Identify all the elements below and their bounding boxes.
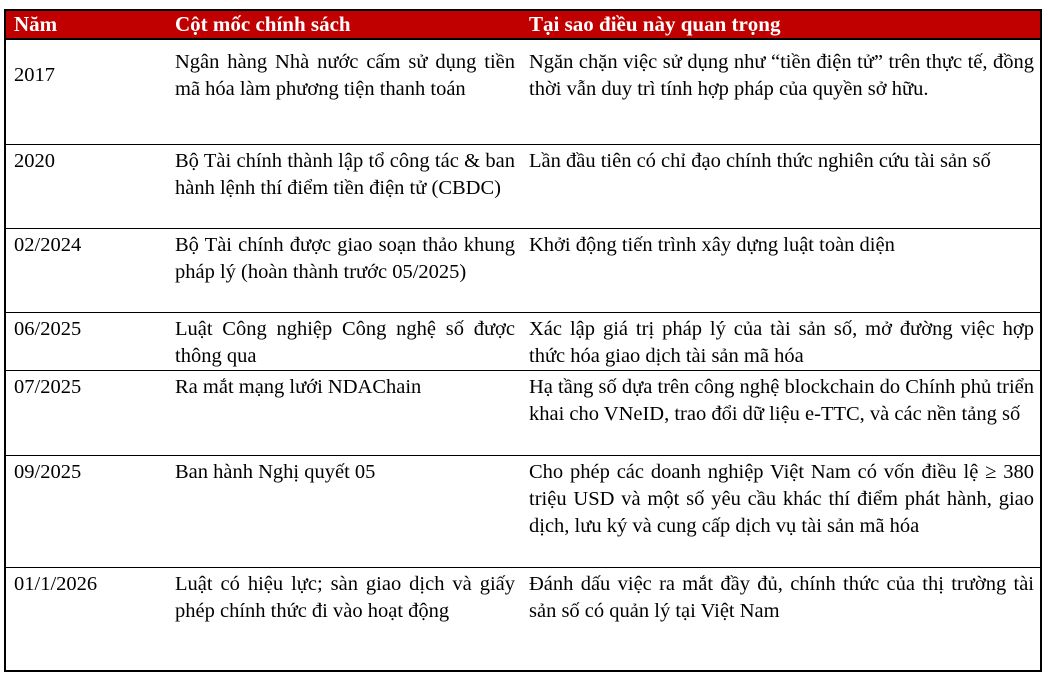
table-row <box>6 371 1040 456</box>
cell-why: Ngăn chặn việc sử dụng như “tiền điện tử” trên thực tế, đồng thời vẫn duy trì tính hợp pháp của quyền sở hữu. <box>521 39 1040 145</box>
table-header-row <box>6 11 1040 39</box>
cell-why: Cho phép các doanh nghiệp Việt Nam có vốn điều lệ ≥ 380 triệu USD và một số yêu cầu khác thí điểm phát hành, giao dịch, lưu ký và cung cấp dịch vụ tài sản mã hóa <box>521 456 1040 568</box>
cell-milestone: Ngân hàng Nhà nước cấm sử dụng tiền mã hóa làm phương tiện thanh toán <box>167 39 521 145</box>
header-milestone: Cột mốc chính sách <box>167 11 521 39</box>
cell-year: 02/2024 <box>6 229 167 313</box>
table-row <box>6 456 1040 568</box>
cell-why: Đánh dấu việc ra mắt đầy đủ, chính thức của thị trường tài sản số có quản lý tại Việt Nam <box>529 573 1034 622</box>
cell-milestone: Luật Công nghiệp Công nghệ số được thông qua <box>167 313 521 371</box>
table-row <box>6 39 1040 145</box>
table-row <box>6 313 1040 371</box>
table-row <box>6 145 1040 229</box>
cell-why: Hạ tầng số dựa trên công nghệ blockchain do Chính phủ triển khai cho VNeID, trao đổi dữ liệu e-TTC, và các nền tảng số <box>521 371 1040 456</box>
cell-year: 09/2025 <box>6 456 167 568</box>
table-row <box>6 229 1040 313</box>
cell-year: 2020 <box>6 145 167 229</box>
policy-timeline-table <box>6 11 1040 668</box>
cell-milestone: Bộ Tài chính được giao soạn thảo khung pháp lý (hoàn thành trước 05/2025) <box>167 229 521 313</box>
cell-year: 07/2025 <box>6 371 167 456</box>
cell-year: 01/1/2026 <box>14 573 98 595</box>
policy-timeline-table-frame <box>4 9 1042 672</box>
cell-year: 06/2025 <box>6 313 167 371</box>
cell-why: Xác lập giá trị pháp lý của tài sản số, mở đường việc hợp thức hóa giao dịch tài sản mã hóa <box>521 313 1040 371</box>
cell-why: Khởi động tiến trình xây dựng luật toàn diện <box>521 229 1040 313</box>
cell-milestone: Luật có hiệu lực; sàn giao dịch và giấy phép chính thức đi vào hoạt động <box>175 573 515 622</box>
cell-milestone: Bộ Tài chính thành lập tổ công tác & ban hành lệnh thí điểm tiền điện tử (CBDC) <box>167 145 521 229</box>
header-year: Năm <box>6 11 167 39</box>
cell-why: Lần đầu tiên có chỉ đạo chính thức nghiên cứu tài sản số <box>521 145 1040 229</box>
cell-milestone: Ban hành Nghị quyết 05 <box>167 456 521 568</box>
cell-milestone: Ra mắt mạng lưới NDAChain <box>167 371 521 456</box>
header-why: Tại sao điều này quan trọng <box>521 11 1040 39</box>
cell-year: 2017 <box>6 39 167 145</box>
table-row <box>6 568 1040 668</box>
